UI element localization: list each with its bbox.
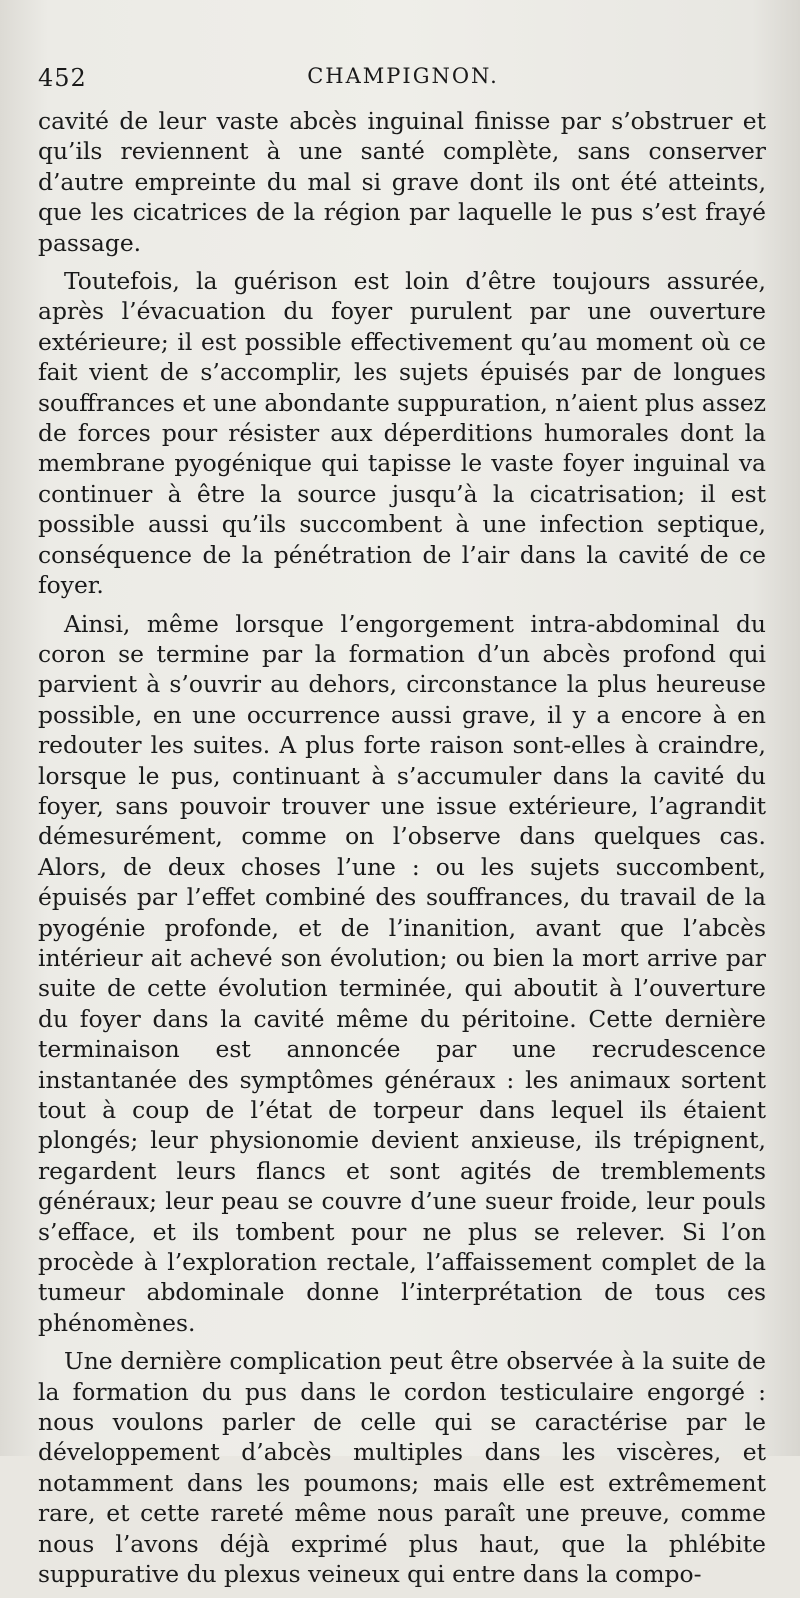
paragraph-ainsi: Ainsi, même lorsque l’engorgement intra-abdominal du coron se termine par la formation d’un abcès profond qui parvient à s’ouvrir au dehors, circonstance la plus heureuse possible, en une occurrence aussi grave, il y a encore à en redouter les suites. A plus forte raison sont-elles à craindre, lorsque le pus, continuant à s’accumuler dans la cavité du foyer, sans pouvoir trouver une issue extérieure, l’agrandit démesurément, comme on l’observe dans quelques cas. Alors, de deux choses l’une : ou les sujets succombent, épuisés par l’effet combiné des souffrances, du travail de la pyogénie profonde, et de l’inanition, avant que l’abcès intérieur ait achevé son évolution; ou bien la mort arrive par suite de cette évolution terminée, qui aboutit à l’ouverture du foyer dans la cavité même du péritoine. Cette dernière terminaison est annoncée par une recrudescence instantanée des symptômes généraux : les animaux sortent tout à coup de l’état de torpeur dans lequel ils étaient plongés; leur physionomie devient anxieuse, ils trépignent, regardent leurs flancs et sont agités de tremblements généraux; leur peau se couvre d’une sueur froide, leur pouls s’efface, et ils tombent pour ne plus se relever. Si l’on procède à l’exploration rectale, l’affaissement complet de la tumeur abdominale donne l’interprétation de tous ces phénomènes. [38,609,766,1337]
text-body [38,106,766,1598]
page-number: 452 [38,64,87,92]
paragraph-toutefois: Toutefois, la guérison est loin d’être toujours assurée, après l’évacuation du foyer purulent par une ouverture extérieure; il est possible effectivement qu’au moment où ce fait vient de s’accomplir, les sujets épuisés par de longues souffrances et une abondante suppuration, n’aient plus assez de forces pour résister aux déperditions humorales dont la membrane pyogénique qui tapisse le vaste foyer inguinal va continuer à être la source jusqu’à la cicatrisation; il est possible aussi qu’ils succombent à une infection septique, conséquence de la pénétration de l’air dans la cavité de ce foyer. [38,267,766,600]
paragraph-continued: cavité de leur vaste abcès inguinal finisse par s’obstruer et qu’ils reviennent à une santé complète, sans conserver d’autre empreinte du mal si grave dont ils ont été atteints, que les cicatrices de la région par laquelle le pus s’est frayé passage. [38,107,766,257]
paragraph-derniere-complication: Une dernière complication peut être observée à la suite de la formation du pus dans le cordon testiculaire engorgé : nous voulons parler de celle qui se caractérise par le développement d’abcès multiples dans les viscères, et notamment dans les poumons; mais elle est extrêmement rare, et cette rareté même nous paraît une preuve, comme nous l’avons déjà exprimé plus haut, que la phlébite suppurative du plexus veineux qui entre dans la compo- [38,1347,766,1589]
running-title: CHAMPIGNON. [307,64,499,88]
running-head [38,58,768,98]
